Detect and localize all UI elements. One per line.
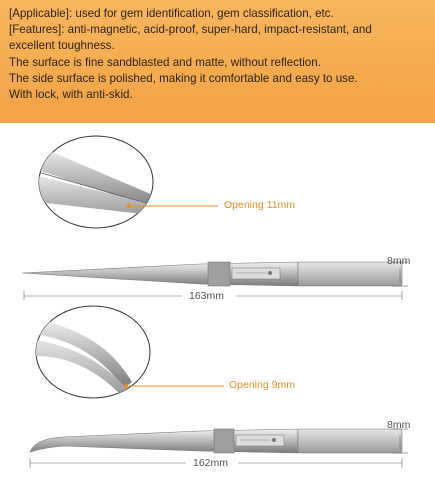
banner-line-surface: The surface is fine sandblasted and matte, without reflection. (9, 55, 321, 69)
bent-tip-zoom (36, 306, 150, 398)
banner-line-side: The side surface is polished, making it comfortable and easy to use. (9, 71, 358, 85)
straight-tip-zoom (38, 136, 160, 228)
banner-line-applicable: [Applicable]: used for gem identification, gem classification, etc. (9, 7, 334, 20)
bent-callout-line (124, 384, 224, 388)
straight-opening-label: Opening 11mm (224, 199, 296, 211)
bent-tweezer (30, 429, 402, 453)
bent-width-label: 8mm (387, 419, 411, 431)
banner-line-features: [Features]: anti-magnetic, acid-proof, super-hard, impact-resistant, and (9, 23, 372, 37)
banner-line-lock: With lock, with anti-skid. (9, 88, 133, 102)
straight-width-label: 8mm (387, 255, 411, 267)
straight-tweezer (22, 262, 402, 286)
bent-opening-label: Opening 9mm (229, 379, 295, 391)
bent-length-label: 162mm (193, 457, 229, 469)
banner-line-toughness: excellent toughness. (9, 39, 115, 53)
straight-length-label: 163mm (189, 290, 225, 302)
